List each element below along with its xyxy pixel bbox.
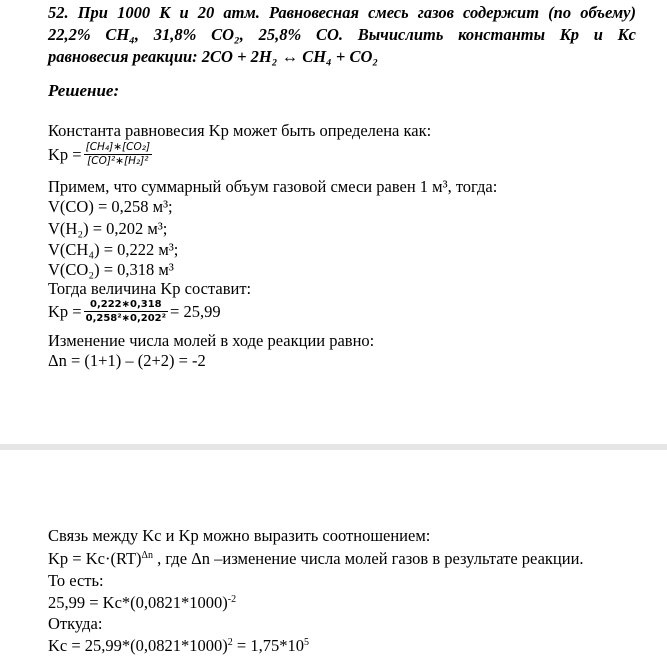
assumption-text: Примем, что суммарный объум газовой смеси равен 1 м³, тогда: [48, 177, 498, 196]
kp-calculation [48, 298, 221, 325]
volume-co2: V(CO₂) = 0,318 м³ [48, 260, 174, 279]
relation-main: Kp = Kc·(RT) [48, 549, 142, 568]
relation-text: Связь между Kc и Kp можно выразить соотношением: [48, 526, 431, 545]
result-exponent-2: 5 [303, 637, 309, 648]
kp-calc-numerator: 0,222∗0,318 [89, 299, 162, 310]
kp-calc-fraction [84, 298, 168, 325]
problem-line: равновесия реакции: 2CO + 2H₂ ↔ CH₄ + CO₂ [48, 47, 379, 66]
relation-rest: , где Δn –изменение числа молей газов в результате реакции. [152, 549, 584, 568]
equation-line [48, 593, 236, 613]
result-middle: = 1,75*10 [232, 636, 304, 655]
problem-line: 52. При 1000 К и 20 атм. Равновесная смесь газов содержит (по объему) [48, 3, 636, 22]
kp-numerator: [CH₄]∗[CO₂] [85, 141, 151, 153]
relation-exponent: Δn [141, 550, 153, 561]
problem-line: 22,2% CH₄, 31,8% CO₂, 25,8% CO. Вычислить константы Kp и Kc [48, 25, 636, 44]
problem-statement [48, 2, 636, 68]
kp-formula-lhs: Kp = [48, 144, 82, 164]
that-is-text: То есть: [48, 571, 104, 590]
kp-calc-result: = 25,99 [170, 301, 221, 321]
kp-definition-text: Константа равновесия Kp может быть определена как: [48, 121, 432, 140]
volume-co: V(CO) = 0,258 м³; [48, 197, 173, 216]
whence-text: Откуда: [48, 614, 103, 633]
kp-formula [48, 141, 154, 168]
equation-main: 25,99 = Kc*(0,0821*1000) [48, 593, 228, 612]
delta-n-text: Изменение числа молей в ходе реакции равно: [48, 331, 375, 350]
result-exponent-1: 2 [227, 637, 233, 648]
result-main: Kc = 25,99*(0,0821*1000) [48, 636, 228, 655]
kp-calc-denominator: 0,258²∗0,202² [85, 313, 167, 324]
relation-formula [48, 549, 584, 569]
delta-n-calculation: Δn = (1+1) – (2+2) = -2 [48, 351, 206, 370]
kp-denominator: [CO]²∗[H₂]² [87, 155, 149, 167]
equation-exponent: -2 [227, 594, 237, 605]
result-line [48, 636, 309, 656]
kp-value-text: Тогда величина Kp составит: [48, 279, 252, 298]
volume-h2: V(H₂) = 0,202 м³; [48, 219, 168, 238]
kp-calc-lhs: Kp = [48, 301, 82, 321]
volume-ch4: V(CH₄) = 0,222 м³; [48, 240, 179, 259]
kp-fraction [84, 141, 152, 168]
solution-heading: Решение: [48, 81, 120, 100]
